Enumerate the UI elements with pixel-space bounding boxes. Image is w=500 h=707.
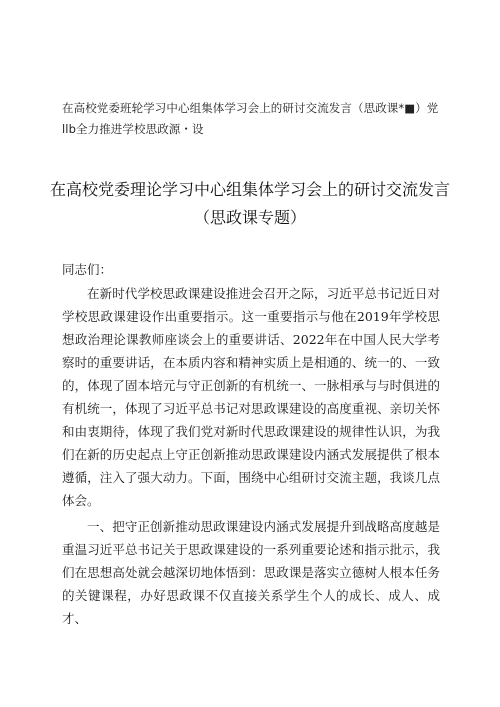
paragraph-section-one: 一、把守正创新推动思政课建设内涵式发展提升到战略高度越是重温习近平总书记关于思政课建设的一系列重要论述和指示批示，我们在思想高处就会越深切地体悟到：思政课是落实立德树人根本任务的关键课程，办好思政课不仅直接关系学生个人的成长、成人、成才、 — [62, 519, 440, 626]
header-title: 在高校党委班轮学习中心组集体学习会上的研讨交流发言（思政课*■）党llb全力推进学校思政源・设 — [62, 101, 439, 136]
paragraph-intro: 在新时代学校思政课建设推进会召开之际，习近平总书记近日对学校思政课建设作出重要指示。这一重要指示与他在2019年学校思想政治理论课教师座谈会上的重要讲话、2022年在中国人民大学考察时的重要讲话，在本质内容和精神实质上是相通的、统一的、一致的，体现了固本培元与守正创新的有机统一、一脉相承与与时俱进的有机统一，体现了习近平总书记对思政课建设的高度重视、亲切关怀和由衷期待，体现了我们党对新时代思政课建设的规律性认识，为我们在新的历史起点上守正创新推动思政课建设内涵式发展提供了根本遵循，注入了强大动力。下面，围绕中心组研讨交流主题，我谈几点体会。 — [62, 286, 440, 508]
document-title: 在高校党委理论学习中心组集体学习会上的研讨交流发言 — [49, 180, 450, 199]
document-body — [62, 258, 440, 633]
salutation: 同志们： — [62, 262, 113, 277]
document-subtitle: （思政课专题） — [193, 208, 306, 227]
